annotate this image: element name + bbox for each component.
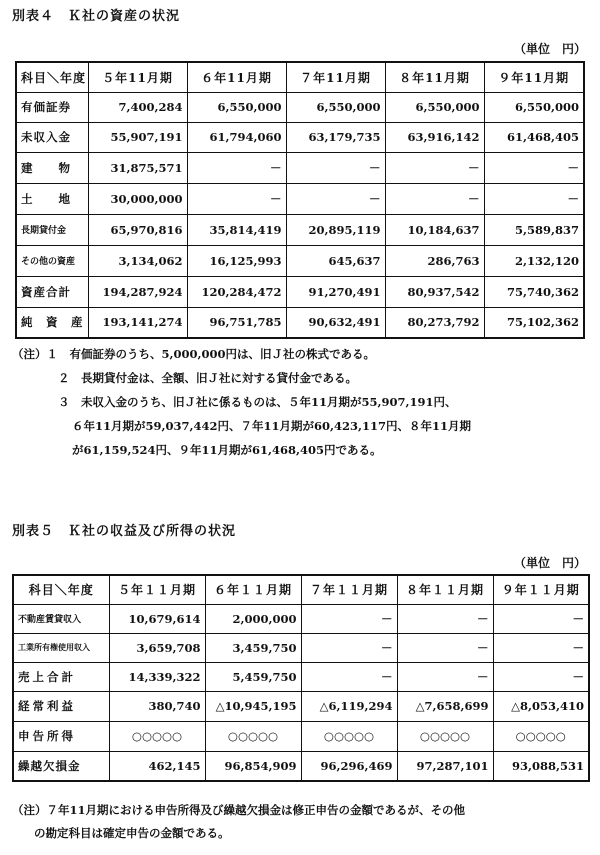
value-cell: 80,937,542: [385, 276, 484, 307]
column-header: ９年１１月期: [493, 575, 589, 604]
value-cell: 6,550,000: [484, 92, 584, 122]
value-cell: ○○○○○: [397, 721, 493, 751]
note-line: が61,159,524円、９年11月期が61,468,405円である。: [72, 443, 382, 457]
value-cell: 75,740,362: [484, 276, 584, 307]
column-header: ７年１１月期: [301, 575, 397, 604]
value-cell: －: [493, 662, 589, 691]
value-cell: －: [301, 662, 397, 691]
value-cell: ○○○○○: [493, 721, 589, 751]
value-cell: －: [301, 604, 397, 633]
table-row: [16, 152, 584, 183]
row-label: 長期貸付金: [16, 214, 88, 245]
value-cell: 80,273,792: [385, 307, 484, 338]
table-row: [16, 245, 584, 276]
column-header: ５年11月期: [88, 62, 187, 92]
value-cell: －: [493, 633, 589, 662]
income-table: [12, 574, 590, 782]
row-label: 有価証券: [16, 92, 88, 122]
value-cell: 7,400,284: [88, 92, 187, 122]
value-cell: 20,895,119: [286, 214, 385, 245]
corner-cell: 科目＼年度: [16, 62, 88, 92]
table2-unit: （単位 円）: [513, 556, 586, 570]
value-cell: 462,145: [109, 751, 205, 781]
row-label: 不動産賃貸収入: [13, 604, 109, 633]
value-cell: 14,339,322: [109, 662, 205, 691]
value-cell: 645,637: [286, 245, 385, 276]
assets-table: [15, 61, 585, 339]
column-header: ７年11月期: [286, 62, 385, 92]
value-cell: －: [187, 183, 286, 214]
table-row: [16, 122, 584, 152]
value-cell: －: [286, 183, 385, 214]
value-cell: ○○○○○: [301, 721, 397, 751]
row-label: 建 物: [16, 152, 88, 183]
value-cell: 2,000,000: [205, 604, 301, 633]
row-label: 申告所得: [13, 721, 109, 751]
note-line: （注）７年11月期における申告所得及び繰越欠損金は修正申告の金額であるが、その他: [12, 803, 465, 817]
table-row: [13, 662, 589, 691]
value-cell: －: [301, 633, 397, 662]
row-label: 資産合計: [16, 276, 88, 307]
table1-unit: （単位 円）: [513, 42, 586, 56]
value-cell: 6,550,000: [187, 92, 286, 122]
value-cell: 10,184,637: [385, 214, 484, 245]
table-row: [16, 183, 584, 214]
value-cell: 55,907,191: [88, 122, 187, 152]
value-cell: 96,296,469: [301, 751, 397, 781]
value-cell: 6,550,000: [286, 92, 385, 122]
value-cell: －: [385, 152, 484, 183]
row-label: 未収入金: [16, 122, 88, 152]
value-cell: ○○○○○: [109, 721, 205, 751]
row-label: 工業所有権使用収入: [13, 633, 109, 662]
value-cell: ○○○○○: [205, 721, 301, 751]
value-cell: 91,270,491: [286, 276, 385, 307]
table-row: [13, 691, 589, 721]
value-cell: 193,141,274: [88, 307, 187, 338]
value-cell: 6,550,000: [385, 92, 484, 122]
column-header: ９年11月期: [484, 62, 584, 92]
value-cell: －: [484, 152, 584, 183]
table-row: [16, 276, 584, 307]
table-row: [13, 751, 589, 781]
value-cell: 10,679,614: [109, 604, 205, 633]
row-label: その他の資産: [16, 245, 88, 276]
table-row: [16, 92, 584, 122]
value-cell: 2,132,120: [484, 245, 584, 276]
value-cell: 90,632,491: [286, 307, 385, 338]
value-cell: 93,088,531: [493, 751, 589, 781]
value-cell: －: [385, 183, 484, 214]
row-label: 繰越欠損金: [13, 751, 109, 781]
table2-title: 別表５ Ｋ社の収益及び所得の状況: [12, 524, 237, 539]
value-cell: △8,053,410: [493, 691, 589, 721]
value-cell: 120,284,472: [187, 276, 286, 307]
value-cell: －: [493, 604, 589, 633]
value-cell: 5,589,837: [484, 214, 584, 245]
value-cell: 3,659,708: [109, 633, 205, 662]
row-label: 売上合計: [13, 662, 109, 691]
header-row: [16, 62, 584, 92]
value-cell: 75,102,362: [484, 307, 584, 338]
value-cell: 63,179,735: [286, 122, 385, 152]
note-line: ２ 長期貸付金は、全額、旧Ｊ社に対する貸付金である。: [58, 371, 357, 385]
value-cell: 63,916,142: [385, 122, 484, 152]
value-cell: －: [187, 152, 286, 183]
table-row: [13, 604, 589, 633]
value-cell: 30,000,000: [88, 183, 187, 214]
value-cell: －: [397, 633, 493, 662]
note-line: ６年11月期が59,037,442円、７年11月期が60,423,117円、８年11月期: [72, 419, 472, 433]
table-row: [13, 633, 589, 662]
value-cell: △10,945,195: [205, 691, 301, 721]
value-cell: 194,287,924: [88, 276, 187, 307]
table1-title: 別表４ Ｋ社の資産の状況: [12, 9, 181, 24]
value-cell: △7,658,699: [397, 691, 493, 721]
value-cell: 286,763: [385, 245, 484, 276]
note-line: （注）１ 有価証券のうち、5,000,000円は、旧Ｊ社の株式である。: [12, 347, 376, 361]
value-cell: 96,751,785: [187, 307, 286, 338]
value-cell: 61,468,405: [484, 122, 584, 152]
column-header: ５年１１月期: [109, 575, 205, 604]
value-cell: 380,740: [109, 691, 205, 721]
column-header: ８年11月期: [385, 62, 484, 92]
column-header: ８年１１月期: [397, 575, 493, 604]
table-row: [16, 307, 584, 338]
value-cell: 31,875,571: [88, 152, 187, 183]
corner-cell: 科目＼年度: [13, 575, 109, 604]
value-cell: －: [286, 152, 385, 183]
row-label: 経常利益: [13, 691, 109, 721]
column-header: ６年１１月期: [205, 575, 301, 604]
value-cell: －: [397, 604, 493, 633]
value-cell: －: [397, 662, 493, 691]
row-label: 土 地: [16, 183, 88, 214]
value-cell: 35,814,419: [187, 214, 286, 245]
row-label: 純 資 産: [16, 307, 88, 338]
note-line: の勘定科目は確定申告の金額である。: [34, 826, 230, 840]
table-row: [16, 214, 584, 245]
value-cell: 61,794,060: [187, 122, 286, 152]
value-cell: －: [484, 183, 584, 214]
value-cell: 96,854,909: [205, 751, 301, 781]
value-cell: 97,287,101: [397, 751, 493, 781]
value-cell: 65,970,816: [88, 214, 187, 245]
value-cell: 3,134,062: [88, 245, 187, 276]
table-row: [13, 721, 589, 751]
value-cell: 16,125,993: [187, 245, 286, 276]
note-line: ３ 未収入金のうち、旧Ｊ社に係るものは、５年11月期が55,907,191円、: [58, 395, 457, 409]
header-row: [13, 575, 589, 604]
value-cell: △6,119,294: [301, 691, 397, 721]
value-cell: 3,459,750: [205, 633, 301, 662]
value-cell: 5,459,750: [205, 662, 301, 691]
column-header: ６年11月期: [187, 62, 286, 92]
